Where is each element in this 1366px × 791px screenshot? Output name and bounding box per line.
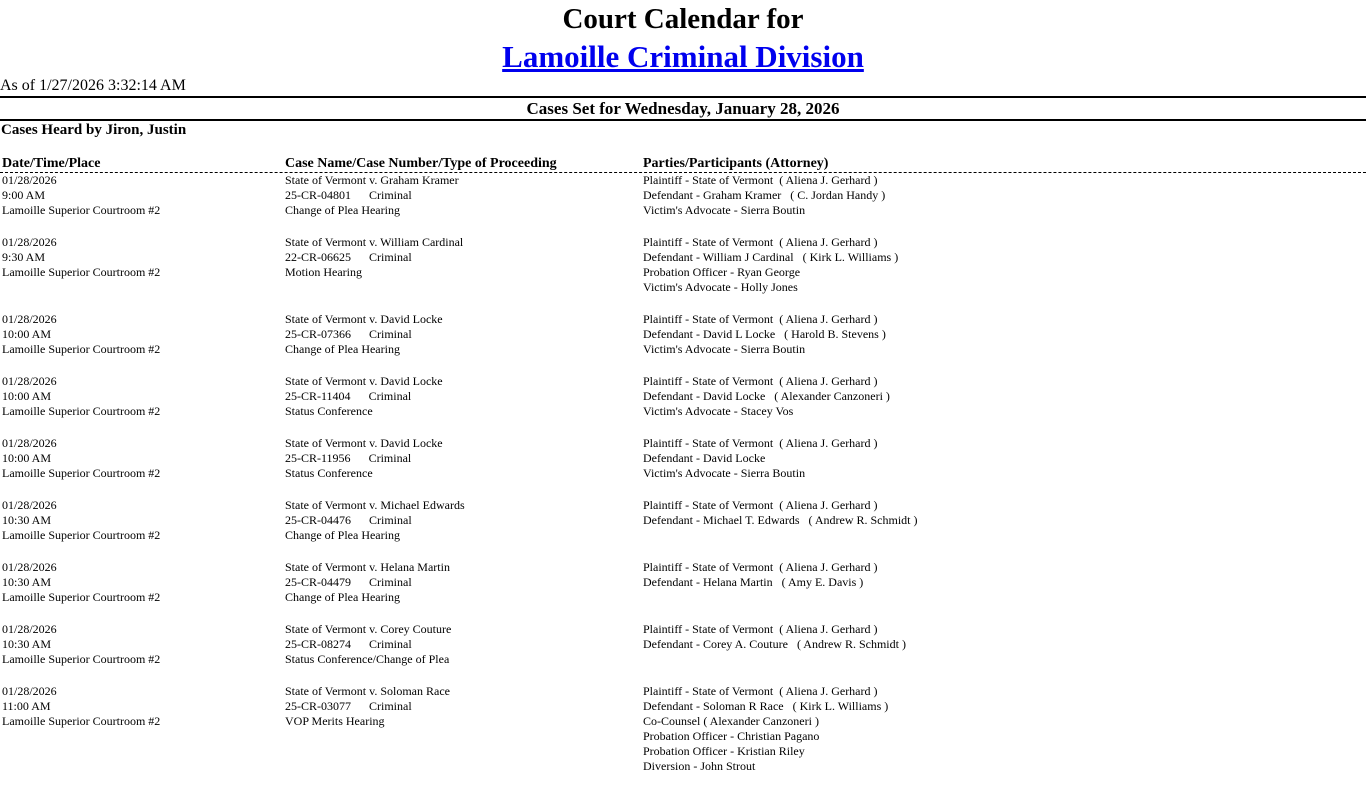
proceeding-type: Status Conference bbox=[285, 466, 373, 480]
case-name: State of Vermont v. Corey Couture bbox=[285, 622, 452, 636]
case-place: Lamoille Superior Courtroom #2 bbox=[2, 714, 161, 728]
column-header-parties: Parties/Participants (Attorney) bbox=[643, 156, 829, 171]
case-number: 25-CR-11956 bbox=[285, 451, 351, 465]
party-line: Defendant - William J Cardinal ( Kirk L. Williams ) bbox=[643, 250, 899, 264]
case-name: State of Vermont v. David Locke bbox=[285, 312, 443, 326]
party-line: Plaintiff - State of Vermont ( Aliena J. Gerhard ) bbox=[643, 235, 878, 249]
case-type: Criminal bbox=[369, 575, 412, 589]
case-date: 01/28/2026 bbox=[2, 312, 57, 326]
case-name: State of Vermont v. David Locke bbox=[285, 436, 443, 450]
division-link[interactable]: Lamoille Criminal Division bbox=[502, 39, 864, 74]
party-line: Diversion - John Strout bbox=[643, 759, 756, 773]
case-name: State of Vermont v. Graham Kramer bbox=[285, 173, 459, 187]
table-header bbox=[0, 156, 1366, 173]
case-time: 10:30 AM bbox=[2, 575, 52, 589]
case-type: Criminal bbox=[368, 451, 412, 465]
case-info bbox=[285, 560, 643, 605]
case-number: 25-CR-04801 bbox=[285, 188, 351, 202]
proceeding-type: Change of Plea Hearing bbox=[285, 590, 400, 604]
party-line: Plaintiff - State of Vermont ( Aliena J. Gerhard ) bbox=[643, 173, 878, 187]
parties bbox=[643, 684, 1366, 774]
date-time-place bbox=[0, 684, 285, 774]
case-row bbox=[0, 374, 1366, 436]
case-number: 25-CR-08274 bbox=[285, 637, 351, 651]
proceeding-type: Change of Plea Hearing bbox=[285, 203, 400, 217]
date-time-place bbox=[0, 173, 285, 218]
case-place: Lamoille Superior Courtroom #2 bbox=[2, 466, 161, 480]
party-line: Victim's Advocate - Sierra Boutin bbox=[643, 203, 806, 217]
party-line: Defendant - Corey A. Couture ( Andrew R. Schmidt ) bbox=[643, 637, 906, 651]
party-line: Probation Officer - Christian Pagano bbox=[643, 729, 820, 743]
date-time-place bbox=[0, 560, 285, 605]
judge-heading: Cases Heard by Jiron, Justin bbox=[1, 122, 187, 138]
party-line: Victim's Advocate - Stacey Vos bbox=[643, 404, 794, 418]
case-time: 11:00 AM bbox=[2, 699, 51, 713]
parties bbox=[643, 235, 1366, 295]
as-of-timestamp: As of 1/27/2026 3:32:14 AM bbox=[0, 77, 186, 94]
case-type: Criminal bbox=[369, 250, 412, 264]
case-info bbox=[285, 684, 643, 774]
date-time-place bbox=[0, 374, 285, 419]
case-number: 25-CR-07366 bbox=[285, 327, 351, 341]
case-name: State of Vermont v. David Locke bbox=[285, 374, 443, 388]
case-info bbox=[285, 173, 643, 218]
case-place: Lamoille Superior Courtroom #2 bbox=[2, 652, 161, 666]
case-row bbox=[0, 498, 1366, 560]
case-number: 25-CR-03077 bbox=[285, 699, 351, 713]
party-line: Plaintiff - State of Vermont ( Aliena J. Gerhard ) bbox=[643, 374, 878, 388]
proceeding-type: Status Conference/Change of Plea bbox=[285, 652, 450, 666]
proceeding-type: Status Conference bbox=[285, 404, 373, 418]
proceeding-type: VOP Merits Hearing bbox=[285, 714, 385, 728]
party-line: Defendant - Michael T. Edwards ( Andrew R. Schmidt ) bbox=[643, 513, 918, 527]
case-time: 9:30 AM bbox=[2, 250, 46, 264]
case-type: Criminal bbox=[369, 513, 412, 527]
party-line: Victim's Advocate - Holly Jones bbox=[643, 280, 798, 294]
party-line: Plaintiff - State of Vermont ( Aliena J. Gerhard ) bbox=[643, 312, 878, 326]
case-info bbox=[285, 436, 643, 481]
case-row bbox=[0, 312, 1366, 374]
case-row bbox=[0, 684, 1366, 791]
case-type: Criminal bbox=[369, 327, 412, 341]
case-row bbox=[0, 235, 1366, 312]
party-line: Plaintiff - State of Vermont ( Aliena J. Gerhard ) bbox=[643, 436, 878, 450]
proceeding-type: Change of Plea Hearing bbox=[285, 342, 400, 356]
title-text: Court Calendar for bbox=[562, 3, 804, 35]
party-line: Plaintiff - State of Vermont ( Aliena J. Gerhard ) bbox=[643, 498, 878, 512]
case-date: 01/28/2026 bbox=[2, 498, 57, 512]
party-line: Victim's Advocate - Sierra Boutin bbox=[643, 342, 806, 356]
case-info bbox=[285, 374, 643, 419]
case-row bbox=[0, 560, 1366, 622]
case-place: Lamoille Superior Courtroom #2 bbox=[2, 528, 161, 542]
parties bbox=[643, 374, 1366, 419]
date-time-place bbox=[0, 312, 285, 357]
case-time: 10:30 AM bbox=[2, 513, 52, 527]
case-number: 22-CR-06625 bbox=[285, 250, 351, 264]
case-type: Criminal bbox=[369, 637, 412, 651]
case-info bbox=[285, 498, 643, 543]
case-date: 01/28/2026 bbox=[2, 173, 57, 187]
case-place: Lamoille Superior Courtroom #2 bbox=[2, 590, 161, 604]
parties bbox=[643, 560, 1366, 605]
column-header-date: Date/Time/Place bbox=[2, 156, 101, 171]
page-title bbox=[0, 0, 1366, 77]
party-line: Defendant - David Locke ( Alexander Canzoneri ) bbox=[643, 389, 890, 403]
case-row bbox=[0, 173, 1366, 235]
case-info bbox=[285, 622, 643, 667]
case-type: Criminal bbox=[369, 188, 412, 202]
party-line: Victim's Advocate - Sierra Boutin bbox=[643, 466, 806, 480]
case-time: 9:00 AM bbox=[2, 188, 46, 202]
case-type: Criminal bbox=[368, 389, 412, 403]
case-time: 10:00 AM bbox=[2, 389, 52, 403]
parties bbox=[643, 498, 1366, 543]
date-time-place bbox=[0, 498, 285, 543]
parties bbox=[643, 436, 1366, 481]
party-line: Plaintiff - State of Vermont ( Aliena J. Gerhard ) bbox=[643, 622, 878, 636]
proceeding-type: Change of Plea Hearing bbox=[285, 528, 400, 542]
date-time-place bbox=[0, 235, 285, 295]
column-header-case: Case Name/Case Number/Type of Proceeding bbox=[285, 156, 557, 171]
case-date: 01/28/2026 bbox=[2, 560, 57, 574]
parties bbox=[643, 622, 1366, 667]
case-name: State of Vermont v. Michael Edwards bbox=[285, 498, 465, 512]
case-number: 25-CR-04479 bbox=[285, 575, 351, 589]
cases-set-for-heading: Cases Set for Wednesday, January 28, 2026 bbox=[0, 96, 1366, 121]
party-line: Defendant - Soloman R Race ( Kirk L. Williams ) bbox=[643, 699, 889, 713]
case-type: Criminal bbox=[369, 699, 412, 713]
case-place: Lamoille Superior Courtroom #2 bbox=[2, 342, 161, 356]
case-date: 01/28/2026 bbox=[2, 436, 57, 450]
case-date: 01/28/2026 bbox=[2, 235, 57, 249]
case-place: Lamoille Superior Courtroom #2 bbox=[2, 404, 161, 418]
case-info bbox=[285, 235, 643, 295]
case-name: State of Vermont v. Helana Martin bbox=[285, 560, 450, 574]
party-line: Probation Officer - Kristian Riley bbox=[643, 744, 805, 758]
party-line: Defendant - David L Locke ( Harold B. Stevens ) bbox=[643, 327, 886, 341]
case-time: 10:00 AM bbox=[2, 451, 52, 465]
parties bbox=[643, 173, 1366, 218]
date-time-place bbox=[0, 622, 285, 667]
case-name: State of Vermont v. William Cardinal bbox=[285, 235, 464, 249]
case-date: 01/28/2026 bbox=[2, 622, 57, 636]
case-time: 10:30 AM bbox=[2, 637, 52, 651]
case-date: 01/28/2026 bbox=[2, 684, 57, 698]
party-line: Co-Counsel ( Alexander Canzoneri ) bbox=[643, 714, 819, 728]
case-time: 10:00 AM bbox=[2, 327, 52, 341]
proceeding-type: Motion Hearing bbox=[285, 265, 362, 279]
party-line: Plaintiff - State of Vermont ( Aliena J. Gerhard ) bbox=[643, 560, 878, 574]
case-info bbox=[285, 312, 643, 357]
party-line: Probation Officer - Ryan George bbox=[643, 265, 801, 279]
case-list bbox=[0, 173, 1366, 791]
party-line: Defendant - Helana Martin ( Amy E. Davis ) bbox=[643, 575, 864, 589]
date-time-place bbox=[0, 436, 285, 481]
case-number: 25-CR-11404 bbox=[285, 389, 351, 403]
case-place: Lamoille Superior Courtroom #2 bbox=[2, 265, 161, 279]
case-row bbox=[0, 622, 1366, 684]
case-row bbox=[0, 436, 1366, 498]
party-line: Defendant - David Locke bbox=[643, 451, 766, 465]
case-number: 25-CR-04476 bbox=[285, 513, 351, 527]
parties bbox=[643, 312, 1366, 357]
case-name: State of Vermont v. Soloman Race bbox=[285, 684, 450, 698]
case-place: Lamoille Superior Courtroom #2 bbox=[2, 203, 161, 217]
party-line: Plaintiff - State of Vermont ( Aliena J. Gerhard ) bbox=[643, 684, 878, 698]
case-date: 01/28/2026 bbox=[2, 374, 57, 388]
party-line: Defendant - Graham Kramer ( C. Jordan Handy ) bbox=[643, 188, 886, 202]
